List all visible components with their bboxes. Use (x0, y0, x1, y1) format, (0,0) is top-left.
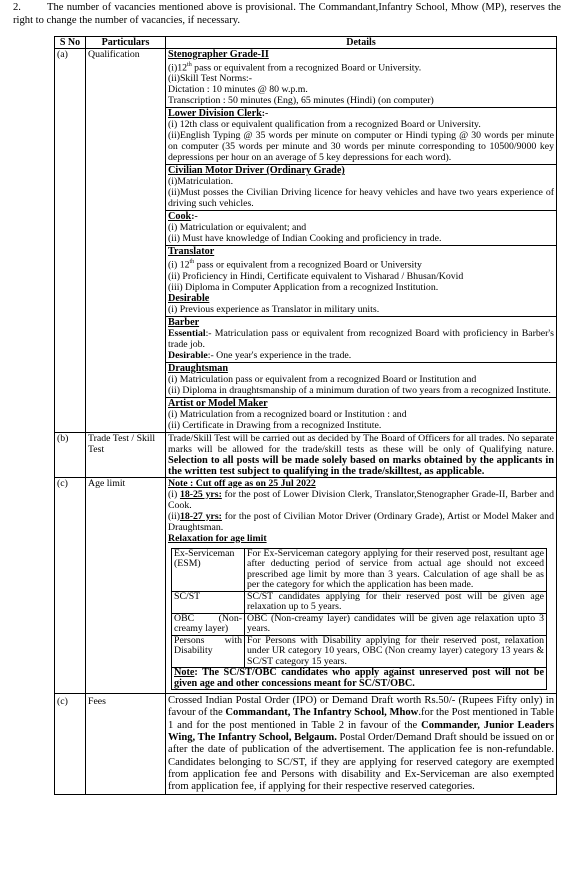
post-artist (166, 398, 556, 432)
detail-line: Desirable:- One year's experience in the trade. (168, 349, 352, 361)
relaxation-table (171, 548, 547, 691)
rule-cell: For Ex-Serviceman category applying for their reserved post, resultant age after deducting period of service from actual age should not exceed prescribed age limit by more than 3 years. Calculation of age shall be as per the category for which the application has been made. (245, 548, 547, 591)
rule-cell: OBC (Non-creamy layer) candidates will be given age relaxation upto 3 years. (245, 613, 547, 635)
table-row (172, 635, 547, 668)
post-cook: Cook:- (i) Matriculation or equivalent; and (ii) Must have knowledge of Indian Cooking and proficiency in trade. (166, 211, 556, 246)
sno-cell: (a) (55, 49, 86, 433)
detail-line: (i) Matriculation or equivalent; and (168, 222, 307, 234)
particulars-cell: Qualification (86, 49, 166, 433)
table-row (172, 668, 547, 690)
detail-line: (i) Matriculation from a recognized board or Institution : and (168, 408, 407, 420)
table-row (172, 548, 547, 591)
details-cell: Crossed Indian Postal Order (IPO) or Demand Draft worth Rs.50/- (Rupees Fifty only) in favour of the Commandant, The Infantry School, Mhow.for the Post mentioned in Table 1 and for the post mentioned in Table 2 in favour of the Commander, Junior Leaders Wing, The Infantry School, Belgaum. Postal Order/Demand Draft should be issued on or after the date of publication of the advertisement. The application fee is non-refundable. Candidates belonging to SC/ST, if they are applying for reserved category are exempted from application fee and Persons with disability and Ex-Serviceman are also exempted from application fee, if applying for their respective reserved categories. (166, 694, 557, 795)
detail-line: (ii) Certificate in Drawing from a recognized Institute. (168, 419, 382, 431)
post-title: Draughtsman (168, 362, 229, 374)
category-cell: SC/ST (172, 591, 245, 613)
detail-line: Transcription : 50 minutes (Eng), 65 minutes (Hindi) (on computer) (168, 95, 434, 107)
note-cell: Note: The SC/ST/OBC candidates who apply against unreserved post will not be given age and other concessions meant for SC/ST/OBC. (172, 668, 547, 690)
detail-line: (ii) Diploma in draughtsmanship of a minimum duration of two years from a recognized Institute. (168, 384, 551, 396)
rule-cell: SC/ST candidates applying for their reserved post will be given age relaxation up to 5 years. (245, 591, 547, 613)
sno-cell: (b) (55, 432, 86, 477)
table-row-qualification (55, 49, 557, 433)
detail-line: (i) 12th pass or equivalent from a recognized Board or University (168, 259, 422, 271)
post-title: Translator (168, 246, 215, 258)
particulars-cell: Fees (86, 694, 166, 795)
details-cell (166, 477, 557, 694)
post-title: Lower Division Clerk (168, 108, 262, 120)
table-row (172, 613, 547, 635)
post-title: Artist or Model Maker (168, 397, 268, 409)
detail-line: (ii)English Typing @ 35 words per minute on computer or Hindi typing @ 30 words per minute on computer (35 words per minute and 30 words per minute corresponding to 10500/9000 key depressions per hour on an average of 5 key depressions for each word). (168, 130, 554, 164)
rule-cell: For Persons with Disability applying for their reserved post, relaxation under UR category 10 years, OBC (Non creamy layer) category 13 years & SC/ST category 15 years. (245, 635, 547, 668)
header-details: Details (166, 37, 557, 49)
table-row (172, 591, 547, 613)
sno-cell: (c) (55, 477, 86, 694)
detail-line: (i)12th pass or equivalent from a recognized Board or University. (168, 62, 422, 74)
intro-paragraph (13, 2, 561, 27)
table-header-row (55, 37, 557, 49)
post-title: Stenographer Grade-II (168, 49, 269, 60)
post-title: Cook (168, 211, 192, 223)
paragraph-number: 2. (13, 2, 21, 13)
relaxation-title: Relaxation for age limit (168, 532, 267, 544)
age-range-2: (ii)18-27 yrs: for the post of Civilian Motor Driver (Ordinary Grade), Artist or Model Maker and Draughtsman. (168, 510, 554, 533)
details-cell (166, 49, 557, 433)
desirable-title: Desirable (168, 292, 210, 304)
detail-line: (i) Previous experience as Translator in military units. (168, 303, 380, 315)
sno-cell: (c) (55, 694, 86, 795)
detail-line: (ii)Skill Test Norms:- (168, 73, 253, 85)
particulars-cell: Trade Test / Skill Test (86, 432, 166, 477)
detail-line: (i)Matriculation. (168, 176, 234, 188)
category-cell: OBC (Non-creamy layer) (172, 613, 245, 635)
post-ldc: Lower Division Clerk:- (i) 12th class or equivalent qualification from a recognized Board or University. (ii)English Typing @ 35 words per minute on computer or Hindi typing @ 30 words per minute on computer (35 words per minute and 30 words per minute corresponding to 10500/9000 key depressions per hour on an average of 5 key depressions for each word). (168, 108, 554, 164)
detail-line: (i) Matriculation pass or equivalent from a recognized Board or Institution and (168, 373, 477, 385)
post-draughtsman (166, 363, 556, 398)
age-note: Note : Cut off age as on 25 Jul 2022 (168, 477, 316, 489)
details-cell: Trade/Skill Test will be carried out as decided by The Board of Officers for all trades. No separate marks will be allowed for the trade/skill tests as these will be only of Qualifying nature. Selection to all posts will be made solely based on marks obtained by the applicants in the written test subject to qualifying in the trade/skilltest, as applicable. (166, 432, 557, 477)
table-row-age-limit (55, 477, 557, 694)
detail-line: (ii) Must have knowledge of Indian Cooking and proficiency in trade. (168, 233, 442, 245)
detail-line: Essential:- Matriculation pass or equivalent from recognized Board with proficiency in Barber's trade job. (168, 327, 554, 350)
detail-line: Dictation : 10 minutes @ 80 w.p.m. (168, 84, 308, 96)
category-cell: Ex-Serviceman (ESM) (172, 548, 245, 591)
post-translator (166, 246, 556, 316)
post-driver (166, 165, 556, 211)
category-cell: Persons with Disability (172, 635, 245, 668)
post-title: Barber (168, 316, 200, 328)
post-title: Civilian Motor Driver (Ordinary Grade) (168, 165, 345, 177)
table-row-fees (55, 694, 557, 795)
table-row-trade-test (55, 432, 557, 477)
header-sno: S No (55, 37, 86, 49)
detail-line: (ii) Proficiency in Hindi, Certificate equivalent to Visharad / Bhusan/Kovid (168, 270, 464, 282)
intro-text: The number of vacancies mentioned above is provisional. The Commandant,Infantry School, Mhow (MP), reserves the right to change the number of vacancies, if necessary. (13, 2, 561, 26)
header-particulars: Particulars (86, 37, 166, 49)
post-barber (166, 317, 556, 363)
post-stenographer (166, 49, 556, 108)
age-range-1: (i) 18-25 yrs: for the post of Lower Division Clerk, Translator,Stenographer Grade-II, Barber and Cook. (168, 488, 554, 511)
details-table (54, 36, 557, 795)
detail-line: (i) 12th class or equivalent qualification from a recognized Board or University. (168, 119, 481, 131)
detail-line: (iii) Diploma in Computer Application from a recognized Institution. (168, 281, 439, 293)
detail-line: (ii)Must posses the Civilian Driving licence for heavy vehicles and have two years experience of driving such vehicles. (168, 187, 554, 210)
particulars-cell: Age limit (86, 477, 166, 694)
